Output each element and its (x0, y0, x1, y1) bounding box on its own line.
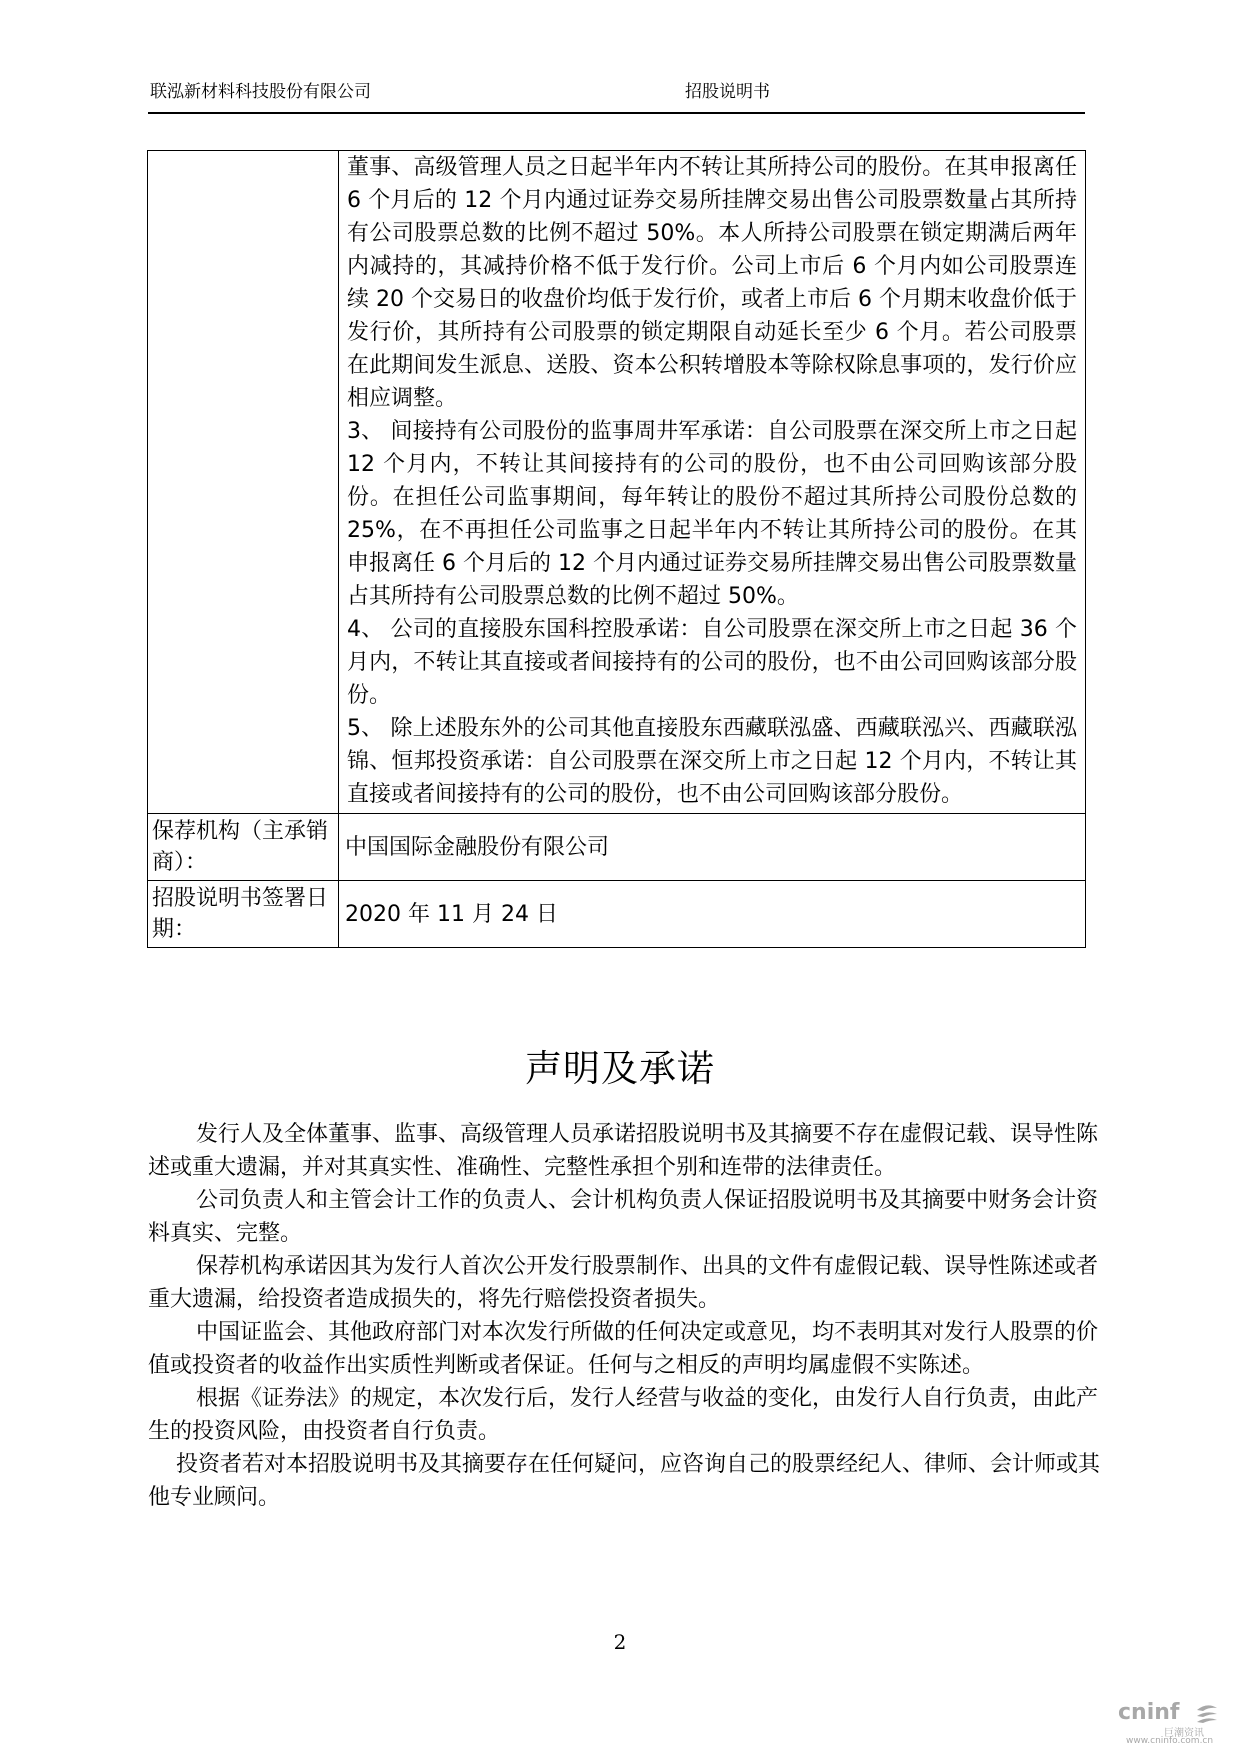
logo-brand-text: cninf (1118, 1700, 1180, 1725)
sign-date-value: 2020 年 11 月 24 日 (339, 881, 1086, 948)
declaration-paragraph: 中国证监会、其他政府部门对本次发行所做的任何决定或意见，均不表明其对发行人股票的价值或投资者的收益作出实质性判断或者保证。任何与之相反的声明均属虚假不实陈述。 (148, 1320, 1099, 1378)
prospectus-info-table (147, 150, 1086, 948)
declaration-paragraph: 投资者若对本招股说明书及其摘要存在任何疑问，应咨询自己的股票经纪人、律师、会计师或其他专业顾问。 (148, 1452, 1101, 1510)
commitment-paragraph: 5、 除上述股东外的公司其他直接股东西藏联泓盛、西藏联泓兴、西藏联泓锦、恒邦投资承诺：自公司股票在深交所上市之日起 12 个月内，不转让其直接或者间接持有的公司的股份，也不由公司回购该部分股份。 (347, 716, 1077, 807)
commitment-paragraph: 4、 公司的直接股东国科控股承诺：自公司股票在深交所上市之日起 36 个月内，不转让其直接或者间接持有的公司的股份，也不由公司回购该部分股份。 (347, 617, 1077, 708)
header-company-name: 联泓新材料科技股份有限公司 (150, 82, 371, 102)
declaration-paragraph: 发行人及全体董事、监事、高级管理人员承诺招股说明书及其摘要不存在虚假记载、误导性陈述或重大遗漏，并对其真实性、准确性、完整性承担个别和连带的法律责任。 (148, 1122, 1099, 1180)
header-document-type: 招股说明书 (685, 82, 770, 102)
cninfo-logo (1118, 1700, 1230, 1748)
page-number: 2 (613, 1630, 627, 1654)
page-header (148, 72, 1085, 114)
declaration-paragraph: 保荐机构承诺因其为发行人首次公开发行股票制作、出具的文件有虚假记载、误导性陈述或者重大遗漏，给投资者造成损失的，将先行赔偿投资者损失。 (148, 1254, 1099, 1312)
commitment-paragraph: 3、 间接持有公司股份的监事周井军承诺：自公司股票在深交所上市之日起 12 个月内，不转让其间接持有的公司的股份，也不由公司回购该部分股份。在担任公司监事期间，每年转让的股份不超过其所持公司股份总数的 25%，在不再担任公司监事之日起半年内不转让其所持公司的股份。在其申报离任 6 个月后的 12 个月内通过证券交易所挂牌交易出售公司股票数量占其所持有公司股票总数的比例不超过 50%。 (347, 419, 1077, 609)
commitments-label-cell (148, 151, 339, 814)
declaration-body (148, 1118, 1108, 1514)
sign-date-label: 招股说明书签署日期： (148, 881, 339, 948)
commitment-paragraph: 董事、高级管理人员之日起半年内不转让其所持公司的股份。在其申报离任 6 个月后的 12 个月内通过证券交易所挂牌交易出售公司股票数量占其所持有公司股票总数的比例不超过 50%。本人所持公司股票在锁定期满后两年内减持的，其减持价格不低于发行价。公司上市后 6 个月内如公司股票连续 20 个交易日的收盘价均低于发行价，或者上市后 6 个月期末收盘价低于发行价，其所持有公司股票的锁定期限自动延长至少 6 个月。若公司股票在此期间发生派息、送股、资本公积转增股本等除权除息事项的，发行价应相应调整。 (347, 155, 1077, 411)
declaration-paragraph: 根据《证券法》的规定，本次发行后，发行人经营与收益的变化，由发行人自行负责，由此产生的投资风险，由投资者自行负责。 (148, 1386, 1099, 1444)
logo-chinese-text: 巨潮资讯 (1164, 1728, 1204, 1739)
logo-url-text: www.cninfo.com.cn (1126, 1736, 1214, 1746)
declaration-paragraph: 公司负责人和主管会计工作的负责人、会计机构负责人保证招股说明书及其摘要中财务会计资料真实、完整。 (148, 1188, 1099, 1246)
commitments-cell (339, 151, 1086, 814)
table-row-sponsor (148, 814, 1086, 881)
table-row-sign-date (148, 881, 1086, 948)
cninfo-swirl-icon (1194, 1702, 1220, 1726)
table-row-commitments (148, 151, 1086, 814)
sponsor-value: 中国国际金融股份有限公司 (339, 814, 1086, 881)
sponsor-label: 保荐机构（主承销商）： (148, 814, 339, 881)
declaration-title: 声明及承诺 (525, 1047, 715, 1090)
